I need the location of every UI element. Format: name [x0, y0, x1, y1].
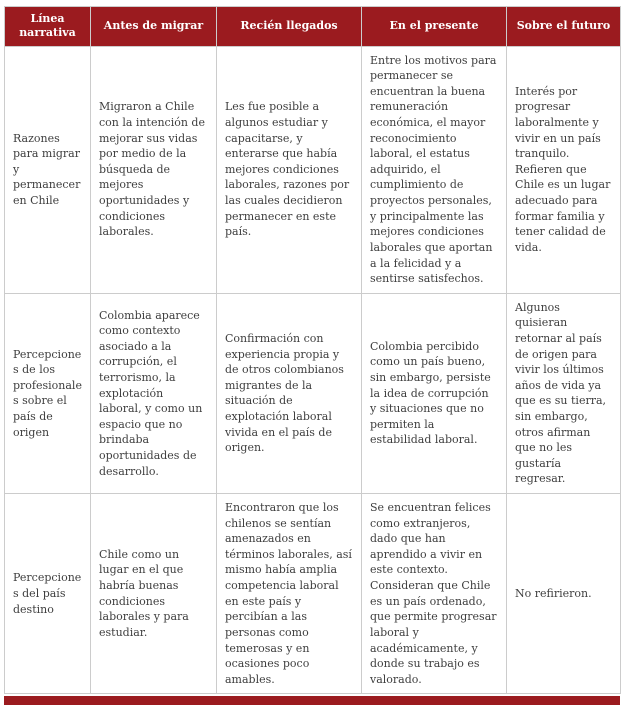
header-cell-recien-llegados: Recién llegados [217, 7, 362, 47]
header-cell-sobre-el-futuro: Sobre el futuro [507, 7, 621, 47]
table-cell: Algunos quisieran retornar al país de origen para vivir los últimos años de vida ya que es su tierra, sin embargo, otros afirman que no les gustaría regresar. [507, 293, 621, 493]
header-cell-en-el-presente: En el presente [362, 7, 507, 47]
table-cell: Colombia percibido como un país bueno, sin embargo, persiste la idea de corrupción y situaciones que no permiten la estabilidad laboral. [362, 293, 507, 493]
table-cell: Les fue posible a algunos estudiar y capacitarse, y enterarse que había mejores condiciones laborales, razones por las cuales decidieron permanecer en este país. [217, 46, 362, 293]
table-cell: Migraron a Chile con la intención de mejorar sus vidas por medio de la búsqueda de mejores oportunidades y condiciones laborales. [91, 46, 217, 293]
table-cell: Se encuentran felices como extranjeros, dado que han aprendido a vivir en este contexto. Consideran que Chile es un país ordenado, que permite progresar laboral y académicamente, y donde su trabajo es valorado. [362, 494, 507, 694]
row-label-cell: Percepciones de los profesionales sobre el país de origen [5, 293, 91, 493]
table-cell: No refirieron. [507, 494, 621, 694]
row-label-cell: Razones para migrar y permanecer en Chile [5, 46, 91, 293]
table-row [5, 293, 621, 493]
table-cell: Chile como un lugar en el que habría buenas condiciones laborales y para estudiar. [91, 494, 217, 694]
table-row [5, 46, 621, 293]
table-cell: Colombia aparece como contexto asociado a la corrupción, el terrorismo, la explotación laboral, y como un espacio que no brindaba oportunidades de desarrollo. [91, 293, 217, 493]
table-cell: Entre los motivos para permanecer se encuentran la buena remuneración económica, el mayor reconocimiento laboral, el estatus adquirido, el cumplimiento de proyectos personales, y principalmente las mejores condiciones laborales que aportan a la felicidad y a sentirse satisfechos. [362, 46, 507, 293]
header-cell-antes-de-migrar: Antes de migrar [91, 7, 217, 47]
table-cell: Confirmación con experiencia propia y de otros colombianos migrantes de la situación de explotación laboral vivida en el país de origen. [217, 293, 362, 493]
narrative-table [4, 6, 621, 694]
table-row [5, 494, 621, 694]
table-header-row [5, 7, 621, 47]
table-cell: Encontraron que los chilenos se sentían amenazados en términos laborales, así mismo había amplia competencia laboral en este país y percibían a las personas como temerosas y en ocasiones poco amables. [217, 494, 362, 694]
table-cell: Interés por progresar laboralmente y vivir en un país tranquilo. Refieren que Chile es un lugar adecuado para formar familia y tener calidad de vida. [507, 46, 621, 293]
row-label-cell: Percepciones del país destino [5, 494, 91, 694]
header-cell-linea-narrativa: Línea narrativa [5, 7, 91, 47]
table-bottom-border [4, 696, 620, 705]
